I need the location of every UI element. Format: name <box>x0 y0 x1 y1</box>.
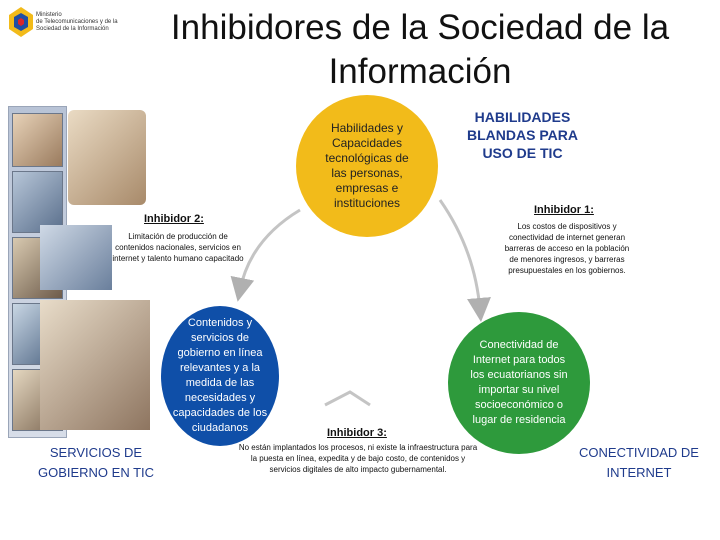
conectividad-label: CONECTIVIDAD DE INTERNET <box>579 445 699 480</box>
inhibitor-1-text: Los costos de dispositivos y conectividad de internet generan barreras de acceso en la población de menores ingresos, y barreras presupuestales en los gobiernos. <box>504 222 630 275</box>
arrow-left <box>240 210 300 290</box>
inhibitor-3-title: Inhibidor 3: <box>327 427 387 439</box>
habilidades-header: HABILIDADES BLANDAS PARA USO DE TIC <box>467 109 578 161</box>
logo-line-3: Sociedad de la Información <box>36 26 109 32</box>
arrow-right <box>440 200 480 310</box>
page-title: Inhibidores de la Sociedad de la Información <box>170 8 670 91</box>
logo-line-1: Ministerio <box>36 12 62 18</box>
habilidades-circle-text: Habilidades y Capacidades tecnológicas de las personas, empresas e instituciones <box>325 121 409 210</box>
inhibitor-3-text: No están implantados los procesos, ni existe la infraestructura para la puesta en línea, expedita y de bajo costo, de contenidos y servicios digitales de alto impacto gubernamental. <box>238 443 478 474</box>
inhibitor-2-text: Limitación de producción de contenidos nacionales, servicios en internet y talento humano capacitado <box>112 232 244 263</box>
conectividad-circle-text: Conectividad de Internet para todos los ecuatorianos sin importar su nivel socioeconómico o lugar de residencia <box>470 339 568 426</box>
contenidos-circle-text: Contenidos y servicios de gobierno en línea relevantes y a la medida de las necesidades y capacidades de los ciudadanos <box>172 317 268 434</box>
arrow-bottom <box>325 392 370 405</box>
logo-line-2: de Telecomunicaciones y de la <box>36 19 118 25</box>
inhibitor-1-title: Inhibidor 1: <box>534 204 594 216</box>
servicios-label: SERVICIOS DE GOBIERNO EN TIC <box>37 445 155 480</box>
inhibitor-2-title: Inhibidor 2: <box>144 213 204 225</box>
